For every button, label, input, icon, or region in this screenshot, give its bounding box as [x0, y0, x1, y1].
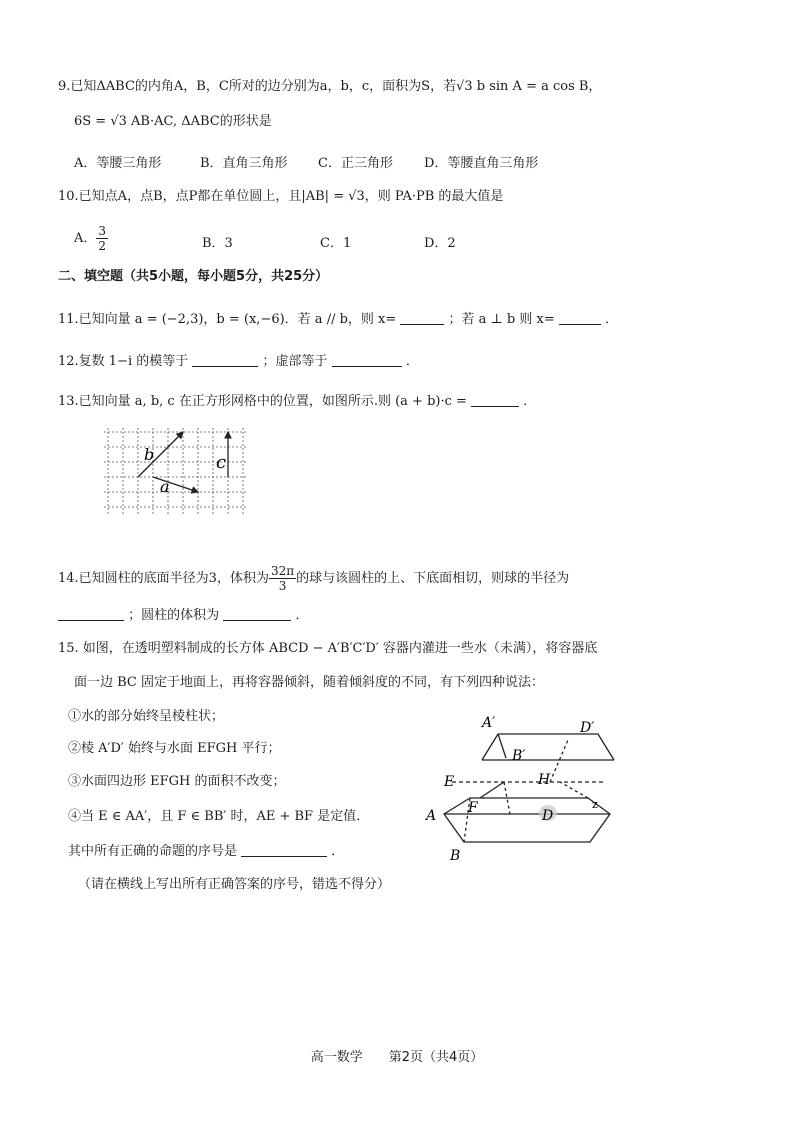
q15-statement-2: ②棱 A′D′ 始终与水面 EFGH 平行；	[68, 741, 281, 756]
q9-option-d: D．等腰直角三角形	[424, 156, 539, 171]
q15-ask-end: ．	[331, 844, 345, 859]
label-h: H	[538, 772, 551, 788]
label-f: F	[468, 800, 478, 816]
q15-statement-4: ④当 E ∈ AA′，且 F ∈ BB′ 时，AE + BF 是定值．	[68, 809, 370, 824]
q10-option-a	[74, 224, 108, 253]
label-b: B	[450, 848, 461, 864]
q9-line2: 6S = √3 AB·AC, ΔABC的形状是	[74, 114, 272, 129]
label-z: z	[592, 798, 598, 811]
q11-text1: 11.已知向量 a = (−2,3)，b = (x,−6)．若 a // b，则 x=	[58, 312, 397, 327]
q10-option-b: B．3	[202, 236, 233, 251]
label-b-prime: B′	[512, 748, 526, 764]
q15-note: （请在横线上写出所有正确答案的序号，错选不得分）	[78, 877, 391, 892]
water-edge-f	[480, 782, 504, 798]
q14-text1: 14.已知圆柱的底面半径为3，体积为	[58, 571, 269, 586]
q13-grid-figure	[100, 426, 250, 518]
q15-ask-line	[68, 842, 344, 861]
q14-text2: 的球与该圆柱的上、下底面相切，则球的半径为	[296, 571, 570, 586]
q14-text4: ．	[295, 608, 309, 623]
q15-container-figure	[420, 710, 620, 870]
label-d: D	[542, 808, 554, 824]
q14-fraction	[269, 564, 296, 593]
q13-text1: 13.已知向量 a, b, c 在正方形网格中的位置，如图所示.则 (a + b)·c =	[58, 394, 467, 409]
q15-statement-1: ①水的部分始终呈棱柱状；	[68, 709, 225, 724]
label-a: A	[426, 808, 437, 824]
q9-option-b: B．直角三角形	[200, 156, 288, 171]
q13-text2: ．	[523, 394, 537, 409]
q14-line1	[58, 564, 569, 593]
q15-statement-3: ③水面四边形 EFGH 的面积不改变；	[68, 774, 286, 789]
section-fill-blank-title: 二、填空题（共5小题，每小题5分，共25分）	[58, 269, 329, 284]
vector-b-label: b	[144, 445, 155, 464]
q9-option-a: A．等腰三角形	[74, 156, 162, 171]
q14-frac-den: 3	[278, 579, 287, 593]
q11-line	[58, 310, 618, 329]
q10-option-a-fraction	[96, 224, 108, 253]
vector-c-label: c	[216, 452, 227, 473]
vector-a-label: a	[160, 477, 170, 496]
q10-option-c: C．1	[320, 236, 352, 251]
q15-ask: 其中所有正确的命题的序号是	[68, 844, 238, 859]
dashed-edge-h-d1	[550, 740, 568, 782]
q12-blank-imag[interactable]	[332, 352, 402, 367]
q11-blank-parallel[interactable]	[400, 310, 444, 325]
q12-blank-modulus[interactable]	[192, 352, 258, 367]
q13-line	[58, 392, 536, 411]
q12-text3: ．	[405, 354, 419, 369]
q12-line	[58, 352, 419, 371]
q9-option-c: C．正三角形	[318, 156, 393, 171]
q14-blank-volume[interactable]	[223, 606, 291, 621]
q14-line2	[58, 606, 308, 625]
label-e: E	[444, 774, 455, 790]
q11-text2: ；若 a ⊥ b 则 x=	[448, 312, 555, 327]
q13-blank[interactable]	[471, 392, 519, 407]
q12-text1: 12.复数 1−i 的模等于	[58, 354, 189, 369]
q11-blank-perpendicular[interactable]	[559, 310, 601, 325]
q10-frac-den: 2	[98, 239, 107, 253]
q11-text3: ．	[605, 312, 619, 327]
q15-blank-answer[interactable]	[241, 842, 327, 857]
q10-frac-num: 3	[98, 224, 107, 238]
label-d-prime: D′	[580, 720, 595, 736]
q9-line1: 9.已知ΔABC的内角A，B，C所对的边分别为a，b，c，面积为S，若√3 b sin A = a cos B，	[58, 79, 602, 94]
q15-line1: 15. 如图，在透明塑料制成的长方体 ABCD − A′B′C′D′ 容器内灌进一些水（未满），将容器底	[58, 641, 598, 656]
q15-line2: 面一边 BC 固定于地面上，再将容器倾斜，随着倾斜度的不同，有下列四种说法：	[74, 675, 545, 690]
label-a-prime: A′	[482, 715, 496, 731]
q10-line1: 10.已知点A，点B，点P都在单位圆上，且|AB| = √3，则 PA·PB 的最大值是	[58, 189, 504, 204]
q12-text2: ；虚部等于	[262, 354, 328, 369]
q14-text3: ；圆柱的体积为	[128, 608, 220, 623]
page-footer: 高一数学 第2页（共4页）	[310, 1050, 484, 1065]
water-edge-g	[560, 782, 588, 798]
q14-blank-radius[interactable]	[58, 606, 124, 621]
q10-option-d: D．2	[424, 236, 456, 251]
edge-a1-b1	[498, 734, 506, 758]
q14-frac-num: 32π	[270, 564, 295, 578]
q10-option-a-label: A．	[74, 231, 97, 246]
